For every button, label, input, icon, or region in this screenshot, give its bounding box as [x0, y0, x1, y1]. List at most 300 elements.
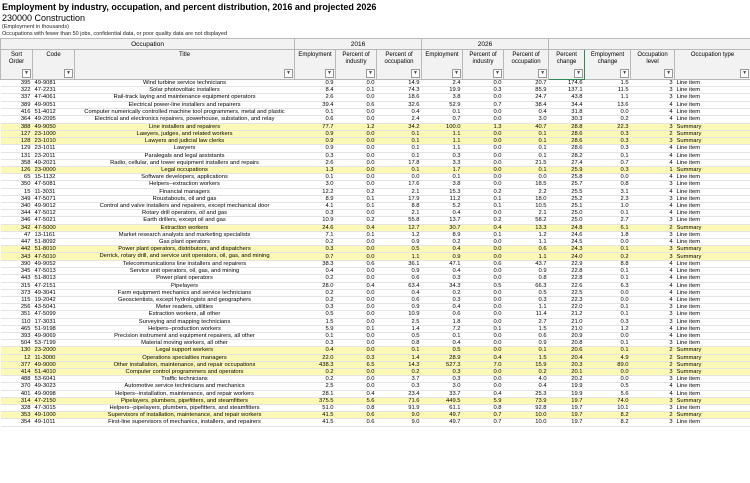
cell-employment-change[interactable]: 0.1	[585, 268, 631, 275]
cell-pct-occupation-2026[interactable]: 0.6	[504, 333, 549, 340]
cell-pct-change[interactable]: 25.5	[549, 188, 585, 195]
cell-pct-change[interactable]: 19.9	[549, 383, 585, 390]
cell-pct-industry-2016[interactable]: 0.1	[336, 195, 377, 202]
cell-occupation-level[interactable]: 4	[631, 152, 675, 159]
cell-pct-change[interactable]: 20.9	[549, 333, 585, 340]
cell-pct-industry-2026[interactable]: 0.0	[463, 369, 504, 376]
cell-title[interactable]: Service unit operators, oil, gas, and mining	[75, 268, 295, 275]
filter-dropdown-icon[interactable]: ▼	[620, 69, 629, 78]
cell-employment-2016[interactable]: 0.3	[295, 340, 336, 347]
cell-pct-change[interactable]: 25.8	[549, 174, 585, 181]
cell-sort-order[interactable]: 131	[1, 152, 33, 159]
cell-sort-order[interactable]: 47	[1, 231, 33, 238]
cell-employment-2016[interactable]: 0.2	[295, 239, 336, 246]
cell-pct-industry-2026[interactable]: 0.7	[463, 101, 504, 108]
cell-pct-occupation-2016[interactable]: 10.9	[377, 311, 422, 318]
cell-employment-change[interactable]: 8.2	[585, 419, 631, 426]
cell-title[interactable]: Power plant operators, distributors, and dispatchers	[75, 246, 295, 253]
cell-pct-occupation-2016[interactable]: 0.1	[377, 347, 422, 354]
cell-pct-industry-2016[interactable]: 0.0	[336, 152, 377, 159]
cell-title[interactable]: Helpers--installation, maintenance, and repair workers	[75, 390, 295, 397]
cell-pct-occupation-2026[interactable]: 40.7	[504, 123, 549, 130]
cell-occupation-level[interactable]: 3	[631, 138, 675, 145]
cell-pct-occupation-2016[interactable]: 71.6	[377, 397, 422, 404]
cell-pct-industry-2026[interactable]: 0.0	[463, 239, 504, 246]
cell-pct-industry-2026[interactable]: 0.0	[463, 340, 504, 347]
cell-pct-industry-2016[interactable]: 0.0	[336, 131, 377, 138]
cell-employment-2016[interactable]: 0.3	[295, 246, 336, 253]
table-row[interactable]	[1, 152, 750, 159]
cell-employment-2026[interactable]: 3.8	[422, 94, 463, 101]
cell-code[interactable]: 47-5013	[33, 268, 75, 275]
cell-code[interactable]: 51-4010	[33, 369, 75, 376]
cell-sort-order[interactable]: 346	[1, 217, 33, 224]
cell-title[interactable]: Automotive service technicians and mechanics	[75, 383, 295, 390]
cell-pct-occupation-2016[interactable]: 14.9	[377, 80, 422, 87]
cell-pct-industry-2016[interactable]: 0.0	[336, 94, 377, 101]
table-row[interactable]	[1, 87, 750, 94]
cell-sort-order[interactable]: 358	[1, 159, 33, 166]
cell-code[interactable]: 47-3015	[33, 405, 75, 412]
cell-pct-occupation-2026[interactable]: 58.2	[504, 217, 549, 224]
cell-pct-change[interactable]: 19.7	[549, 412, 585, 419]
cell-title[interactable]: Pipelayers, plumbers, pipefitters, and steamfitters	[75, 397, 295, 404]
cell-employment-2026[interactable]: 0.3	[422, 369, 463, 376]
cell-employment-2026[interactable]: 1.7	[422, 167, 463, 174]
cell-employment-2026[interactable]: 8.9	[422, 231, 463, 238]
cell-employment-2026[interactable]: 100.0	[422, 123, 463, 130]
cell-title[interactable]: Extraction workers, all other	[75, 311, 295, 318]
cell-pct-occupation-2026[interactable]: 73.9	[504, 397, 549, 404]
table-row[interactable]	[1, 369, 750, 376]
cell-employment-2016[interactable]: 0.1	[295, 174, 336, 181]
cell-occupation-level[interactable]: 4	[631, 289, 675, 296]
cell-occupation-level[interactable]: 3	[631, 231, 675, 238]
cell-pct-industry-2026[interactable]: 0.4	[463, 224, 504, 231]
cell-pct-industry-2016[interactable]: 0.6	[336, 101, 377, 108]
cell-sort-order[interactable]: 12	[1, 354, 33, 361]
cell-employment-2016[interactable]: 0.2	[295, 296, 336, 303]
table-row[interactable]	[1, 354, 750, 361]
cell-pct-occupation-2026[interactable]: 4.0	[504, 376, 549, 383]
cell-pct-change[interactable]: 28.6	[549, 131, 585, 138]
cell-code[interactable]: 51-9198	[33, 325, 75, 332]
table-row[interactable]	[1, 282, 750, 289]
cell-pct-occupation-2026[interactable]: 0.1	[504, 145, 549, 152]
cell-pct-industry-2016[interactable]: 0.0	[336, 289, 377, 296]
cell-pct-occupation-2016[interactable]: 0.5	[377, 246, 422, 253]
cell-pct-industry-2026[interactable]: 5.9	[463, 397, 504, 404]
cell-pct-industry-2026[interactable]: 0.6	[463, 260, 504, 267]
table-row[interactable]	[1, 376, 750, 383]
col-header-pct-occupation-2016[interactable]	[377, 50, 422, 80]
cell-occupation-type[interactable]: Summary	[675, 347, 750, 354]
cell-title[interactable]: Pipelayers	[75, 282, 295, 289]
cell-pct-industry-2016[interactable]: 1.2	[336, 123, 377, 130]
cell-pct-industry-2016[interactable]: 0.0	[336, 376, 377, 383]
cell-occupation-level[interactable]: 4	[631, 282, 675, 289]
cell-title[interactable]: Software developers, applications	[75, 174, 295, 181]
cell-pct-industry-2026[interactable]: 0.0	[463, 116, 504, 124]
cell-pct-industry-2026[interactable]: 0.7	[463, 419, 504, 426]
cell-pct-industry-2016[interactable]: 0.0	[336, 181, 377, 188]
cell-occupation-level[interactable]: 4	[631, 390, 675, 397]
cell-occupation-type[interactable]: Summary	[675, 397, 750, 404]
cell-occupation-type[interactable]: Line item	[675, 195, 750, 202]
cell-code[interactable]: 49-9012	[33, 203, 75, 210]
cell-employment-2026[interactable]: 5.2	[422, 203, 463, 210]
cell-pct-occupation-2016[interactable]: 0.1	[377, 167, 422, 174]
cell-employment-2016[interactable]: 28.1	[295, 390, 336, 397]
cell-pct-change[interactable]: 24.3	[549, 246, 585, 253]
cell-pct-change[interactable]: 28.6	[549, 145, 585, 152]
cell-pct-occupation-2016[interactable]: 91.9	[377, 405, 422, 412]
cell-pct-industry-2016[interactable]: 6.5	[336, 361, 377, 368]
cell-pct-occupation-2016[interactable]: 0.9	[377, 268, 422, 275]
table-row[interactable]	[1, 231, 750, 238]
cell-employment-2026[interactable]: 3.3	[422, 159, 463, 166]
cell-occupation-level[interactable]: 3	[631, 405, 675, 412]
cell-sort-order[interactable]: 377	[1, 361, 33, 368]
cell-title[interactable]: Paralegals and legal assistants	[75, 152, 295, 159]
cell-occupation-level[interactable]: 3	[631, 419, 675, 426]
table-row[interactable]	[1, 412, 750, 419]
cell-pct-change[interactable]: 28.8	[549, 123, 585, 130]
cell-pct-industry-2026[interactable]: 0.7	[463, 412, 504, 419]
cell-employment-2016[interactable]: 0.2	[295, 376, 336, 383]
table-row[interactable]	[1, 217, 750, 224]
cell-sort-order[interactable]: 342	[1, 224, 33, 231]
cell-pct-occupation-2026[interactable]: 25.3	[504, 390, 549, 397]
table-row[interactable]	[1, 405, 750, 412]
cell-pct-industry-2026[interactable]: 0.0	[463, 275, 504, 282]
cell-pct-change[interactable]: 27.4	[549, 159, 585, 166]
table-row[interactable]	[1, 275, 750, 282]
cell-sort-order[interactable]: 354	[1, 419, 33, 426]
cell-pct-industry-2026[interactable]: 7.0	[463, 361, 504, 368]
table-row[interactable]	[1, 419, 750, 426]
cell-code[interactable]: 47-5099	[33, 311, 75, 318]
table-row[interactable]	[1, 239, 750, 246]
cell-occupation-type[interactable]: Line item	[675, 210, 750, 217]
cell-title[interactable]: First-line supervisors of mechanics, installers, and repairers	[75, 419, 295, 426]
cell-pct-occupation-2016[interactable]: 2.1	[377, 188, 422, 195]
cell-pct-occupation-2026[interactable]: 21.5	[504, 159, 549, 166]
cell-occupation-type[interactable]: Line item	[675, 376, 750, 383]
cell-occupation-level[interactable]: 3	[631, 123, 675, 130]
cell-pct-change[interactable]: 25.1	[549, 203, 585, 210]
cell-code[interactable]: 47-2150	[33, 397, 75, 404]
cell-sort-order[interactable]: 129	[1, 145, 33, 152]
cell-occupation-type[interactable]: Line item	[675, 289, 750, 296]
cell-code[interactable]: 47-2151	[33, 282, 75, 289]
cell-title[interactable]: Market research analysts and marketing specialists	[75, 231, 295, 238]
cell-employment-change[interactable]: 0.3	[585, 145, 631, 152]
cell-employment-2016[interactable]: 22.0	[295, 354, 336, 361]
cell-pct-change[interactable]: 22.0	[549, 304, 585, 311]
table-row[interactable]	[1, 311, 750, 318]
cell-pct-industry-2026[interactable]: 0.4	[463, 390, 504, 397]
cell-employment-change[interactable]: 0.1	[585, 246, 631, 253]
cell-pct-occupation-2026[interactable]: 0.1	[504, 347, 549, 354]
cell-title[interactable]: Line installers and repairers	[75, 123, 295, 130]
cell-pct-occupation-2016[interactable]: 14.3	[377, 361, 422, 368]
cell-code[interactable]: 11-3031	[33, 188, 75, 195]
cell-code[interactable]: 51-8092	[33, 239, 75, 246]
cell-pct-occupation-2016[interactable]: 17.9	[377, 195, 422, 202]
cell-pct-occupation-2026[interactable]: 0.1	[504, 167, 549, 174]
cell-pct-occupation-2016[interactable]: 34.2	[377, 123, 422, 130]
cell-pct-industry-2016[interactable]: 0.1	[336, 325, 377, 332]
cell-title[interactable]: Material moving workers, all other	[75, 340, 295, 347]
cell-employment-change[interactable]: 0.0	[585, 289, 631, 296]
cell-employment-2016[interactable]: 0.3	[295, 304, 336, 311]
cell-employment-2026[interactable]: 0.4	[422, 210, 463, 217]
cell-title[interactable]: Farm equipment mechanics and service technicians	[75, 289, 295, 296]
cell-employment-2016[interactable]: 0.9	[295, 145, 336, 152]
cell-pct-occupation-2026[interactable]: 1.2	[504, 231, 549, 238]
cell-employment-2016[interactable]: 12.2	[295, 188, 336, 195]
cell-pct-occupation-2026[interactable]: 0.9	[504, 268, 549, 275]
cell-pct-change[interactable]: 20.4	[549, 354, 585, 361]
cell-occupation-level[interactable]: 3	[631, 94, 675, 101]
cell-employment-2026[interactable]: 0.4	[422, 340, 463, 347]
table-row[interactable]	[1, 246, 750, 253]
cell-occupation-level[interactable]: 3	[631, 253, 675, 261]
cell-employment-2016[interactable]: 41.5	[295, 412, 336, 419]
table-row[interactable]	[1, 101, 750, 108]
cell-employment-2026[interactable]: 30.7	[422, 224, 463, 231]
cell-employment-change[interactable]: 10.1	[585, 405, 631, 412]
cell-title[interactable]: Traffic technicians	[75, 376, 295, 383]
cell-pct-occupation-2026[interactable]: 1.1	[504, 239, 549, 246]
table-row[interactable]	[1, 138, 750, 145]
table-row[interactable]	[1, 347, 750, 354]
table-row[interactable]	[1, 116, 750, 124]
cell-pct-industry-2016[interactable]: 0.8	[336, 405, 377, 412]
cell-code[interactable]: 49-1000	[33, 412, 75, 419]
cell-pct-change[interactable]: 24.5	[549, 239, 585, 246]
cell-employment-change[interactable]: 1.1	[585, 94, 631, 101]
col-header-sort-order[interactable]	[1, 50, 33, 80]
cell-code[interactable]: 49-1011	[33, 419, 75, 426]
cell-pct-industry-2016[interactable]: 0.0	[336, 159, 377, 166]
cell-pct-occupation-2026[interactable]: 1.5	[504, 325, 549, 332]
cell-pct-change[interactable]: 22.5	[549, 289, 585, 296]
cell-occupation-level[interactable]: 1	[631, 167, 675, 174]
cell-employment-2026[interactable]: 52.9	[422, 101, 463, 108]
cell-occupation-level[interactable]: 4	[631, 116, 675, 124]
cell-sort-order[interactable]: 393	[1, 333, 33, 340]
cell-title[interactable]: Computer numerically controlled machine tool programmers, metal and plastic	[75, 108, 295, 116]
cell-pct-occupation-2026[interactable]: 85.9	[504, 87, 549, 94]
cell-title[interactable]: Wind turbine service technicians	[75, 80, 295, 87]
cell-pct-occupation-2026[interactable]: 0.1	[504, 152, 549, 159]
cell-employment-change[interactable]: 3.1	[585, 188, 631, 195]
cell-pct-industry-2026[interactable]: 0.3	[463, 87, 504, 94]
col-header-employment-2026[interactable]	[422, 50, 463, 80]
cell-pct-industry-2016[interactable]: 0.6	[336, 412, 377, 419]
cell-pct-change[interactable]: 31.8	[549, 108, 585, 116]
cell-employment-change[interactable]: 0.1	[585, 311, 631, 318]
col-header-title[interactable]	[75, 50, 295, 80]
cell-pct-industry-2016[interactable]: 0.0	[336, 340, 377, 347]
cell-pct-industry-2026[interactable]: 0.0	[463, 108, 504, 116]
cell-code[interactable]: 15-1132	[33, 174, 75, 181]
cell-sort-order[interactable]: 401	[1, 390, 33, 397]
cell-sort-order[interactable]: 350	[1, 181, 33, 188]
cell-employment-2016[interactable]: 0.9	[295, 80, 336, 87]
cell-pct-industry-2016[interactable]: 0.0	[336, 138, 377, 145]
cell-occupation-type[interactable]: Line item	[675, 152, 750, 159]
cell-code[interactable]: 47-2231	[33, 87, 75, 94]
cell-employment-2016[interactable]: 0.9	[295, 131, 336, 138]
cell-employment-change[interactable]: 11.5	[585, 87, 631, 94]
cell-pct-occupation-2026[interactable]: 0.1	[504, 131, 549, 138]
col-header-pct-industry-2026[interactable]	[463, 50, 504, 80]
table-row[interactable]	[1, 188, 750, 195]
cell-pct-industry-2016[interactable]: 0.0	[336, 174, 377, 181]
cell-employment-2016[interactable]: 8.4	[295, 87, 336, 94]
cell-code[interactable]: 23-1011	[33, 145, 75, 152]
cell-pct-industry-2016[interactable]: 0.4	[336, 282, 377, 289]
cell-employment-2026[interactable]: 49.7	[422, 412, 463, 419]
cell-pct-industry-2016[interactable]: 0.0	[336, 318, 377, 325]
cell-occupation-type[interactable]: Summary	[675, 361, 750, 368]
cell-employment-2026[interactable]: 0.1	[422, 333, 463, 340]
cell-employment-2016[interactable]: 39.4	[295, 101, 336, 108]
cell-employment-change[interactable]: 0.3	[585, 167, 631, 174]
cell-employment-change[interactable]: 0.0	[585, 376, 631, 383]
cell-title[interactable]: Telecommunications line installers and repairers	[75, 260, 295, 267]
cell-title[interactable]: Electrical and electronics repairers, powerhouse, substation, and relay	[75, 116, 295, 124]
cell-pct-industry-2026[interactable]: 0.0	[463, 304, 504, 311]
cell-pct-occupation-2016[interactable]: 17.8	[377, 159, 422, 166]
filter-dropdown-icon[interactable]: ▼	[411, 69, 420, 78]
cell-title[interactable]: Other installation, maintenance, and repair occupations	[75, 361, 295, 368]
cell-pct-change[interactable]: 30.3	[549, 116, 585, 124]
cell-employment-2016[interactable]: 7.1	[295, 231, 336, 238]
cell-occupation-type[interactable]: Line item	[675, 405, 750, 412]
cell-employment-change[interactable]: 0.1	[585, 210, 631, 217]
cell-occupation-type[interactable]: Line item	[675, 318, 750, 325]
cell-employment-change[interactable]: 0.8	[585, 181, 631, 188]
cell-occupation-level[interactable]: 3	[631, 397, 675, 404]
cell-pct-occupation-2026[interactable]: 0.4	[504, 108, 549, 116]
table-row[interactable]	[1, 80, 750, 87]
cell-pct-occupation-2016[interactable]: 0.1	[377, 145, 422, 152]
cell-sort-order[interactable]: 395	[1, 80, 33, 87]
cell-pct-occupation-2016[interactable]: 0.6	[377, 275, 422, 282]
cell-pct-change[interactable]: 25.0	[549, 217, 585, 224]
table-row[interactable]	[1, 318, 750, 325]
table-row[interactable]	[1, 340, 750, 347]
cell-employment-change[interactable]: 0.2	[585, 116, 631, 124]
cell-pct-industry-2026[interactable]: 0.0	[463, 268, 504, 275]
cell-code[interactable]: 49-2021	[33, 159, 75, 166]
cell-sort-order[interactable]: 504	[1, 340, 33, 347]
cell-employment-2016[interactable]: 375.5	[295, 397, 336, 404]
cell-employment-change[interactable]: 22.3	[585, 123, 631, 130]
cell-employment-2016[interactable]: 4.1	[295, 203, 336, 210]
cell-sort-order[interactable]: 389	[1, 101, 33, 108]
cell-code[interactable]: 51-8013	[33, 275, 75, 282]
cell-pct-industry-2026[interactable]: 0.0	[463, 138, 504, 145]
cell-occupation-level[interactable]: 3	[631, 217, 675, 224]
cell-pct-industry-2026[interactable]: 1.3	[463, 123, 504, 130]
cell-occupation-level[interactable]: 4	[631, 188, 675, 195]
cell-pct-occupation-2026[interactable]: 0.1	[504, 138, 549, 145]
table-row[interactable]	[1, 268, 750, 275]
cell-code[interactable]: 43-5041	[33, 304, 75, 311]
cell-sort-order[interactable]: 373	[1, 289, 33, 296]
cell-pct-occupation-2026[interactable]: 0.4	[504, 383, 549, 390]
cell-code[interactable]: 51-4012	[33, 108, 75, 116]
cell-occupation-type[interactable]: Line item	[675, 101, 750, 108]
cell-occupation-level[interactable]: 4	[631, 159, 675, 166]
cell-occupation-level[interactable]: 4	[631, 325, 675, 332]
cell-sort-order[interactable]: 126	[1, 167, 33, 174]
cell-occupation-type[interactable]: Line item	[675, 87, 750, 94]
cell-employment-2016[interactable]: 5.9	[295, 325, 336, 332]
cell-sort-order[interactable]: 15	[1, 188, 33, 195]
cell-pct-industry-2026[interactable]: 0.1	[463, 325, 504, 332]
table-row[interactable]	[1, 94, 750, 101]
cell-employment-change[interactable]: 0.7	[585, 159, 631, 166]
cell-occupation-type[interactable]: Line item	[675, 159, 750, 166]
cell-employment-2026[interactable]: 0.1	[422, 174, 463, 181]
cell-title[interactable]: Power plant operators	[75, 275, 295, 282]
cell-pct-occupation-2026[interactable]: 0.0	[504, 174, 549, 181]
cell-pct-industry-2016[interactable]: 0.3	[336, 354, 377, 361]
cell-occupation-type[interactable]: Line item	[675, 390, 750, 397]
cell-employment-2026[interactable]: 3.0	[422, 383, 463, 390]
cell-employment-2026[interactable]: 13.7	[422, 217, 463, 224]
table-row[interactable]	[1, 167, 750, 174]
table-row[interactable]	[1, 145, 750, 152]
cell-code[interactable]: 17-3031	[33, 318, 75, 325]
col-header-pct-industry-2016[interactable]	[336, 50, 377, 80]
cell-pct-occupation-2016[interactable]: 55.8	[377, 217, 422, 224]
cell-pct-occupation-2016[interactable]: 0.9	[377, 239, 422, 246]
cell-occupation-type[interactable]: Line item	[675, 325, 750, 332]
cell-occupation-type[interactable]: Line item	[675, 311, 750, 318]
cell-code[interactable]: 23-2011	[33, 152, 75, 159]
cell-pct-industry-2026[interactable]: 0.0	[463, 383, 504, 390]
cell-employment-change[interactable]: 0.1	[585, 152, 631, 159]
cell-employment-2016[interactable]: 3.0	[295, 181, 336, 188]
cell-pct-occupation-2016[interactable]: 63.4	[377, 282, 422, 289]
cell-pct-industry-2026[interactable]: 0.1	[463, 231, 504, 238]
cell-employment-change[interactable]: 8.8	[585, 260, 631, 267]
cell-title[interactable]: Extraction workers	[75, 224, 295, 231]
filter-dropdown-icon[interactable]: ▼	[740, 69, 749, 78]
cell-code[interactable]: 47-4061	[33, 94, 75, 101]
cell-employment-change[interactable]: 8.2	[585, 412, 631, 419]
cell-occupation-type[interactable]: Line item	[675, 94, 750, 101]
cell-occupation-type[interactable]: Summary	[675, 246, 750, 253]
cell-pct-change[interactable]: 20.2	[549, 376, 585, 383]
cell-sort-order[interactable]: 115	[1, 296, 33, 303]
cell-title[interactable]: Gas plant operators	[75, 239, 295, 246]
cell-sort-order[interactable]: 337	[1, 94, 33, 101]
cell-employment-2026[interactable]: 0.7	[422, 116, 463, 124]
cell-occupation-type[interactable]: Summary	[675, 354, 750, 361]
cell-employment-change[interactable]: 89.0	[585, 361, 631, 368]
cell-pct-occupation-2016[interactable]: 0.6	[377, 296, 422, 303]
cell-pct-occupation-2026[interactable]: 0.9	[504, 340, 549, 347]
cell-pct-industry-2026[interactable]: 0.0	[463, 318, 504, 325]
